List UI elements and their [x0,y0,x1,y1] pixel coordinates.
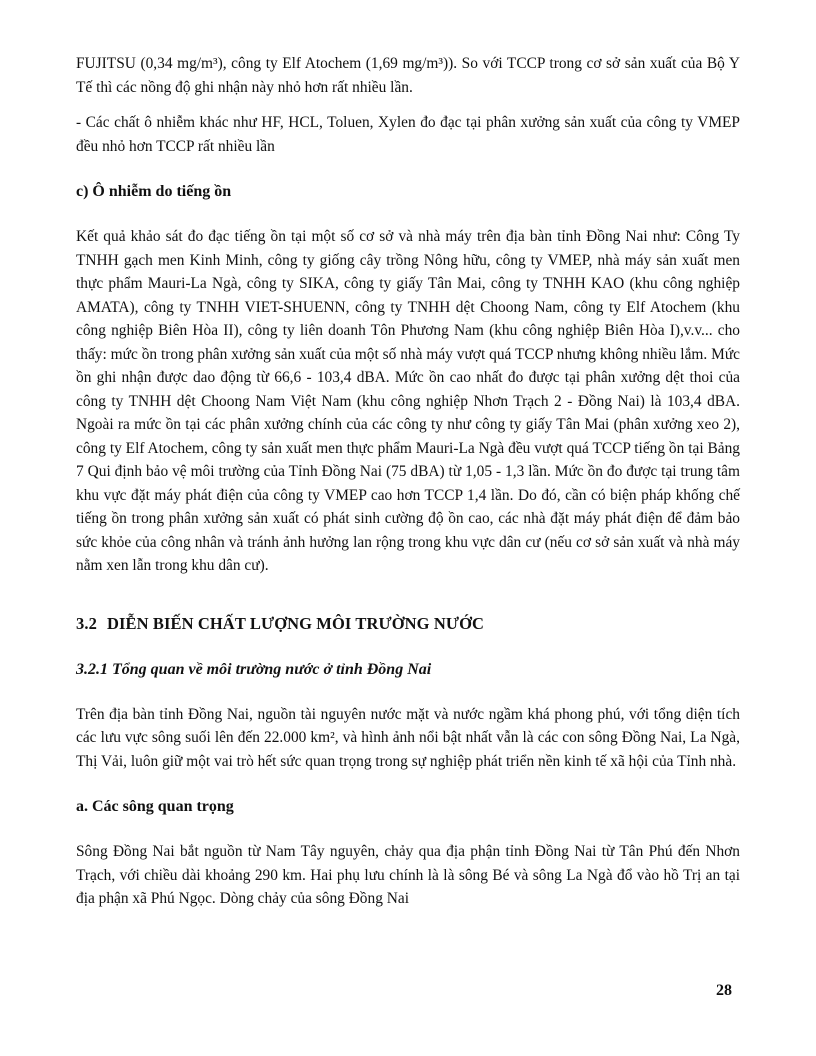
section-number: 3.2 [76,613,97,633]
paragraph-dong-nai-river: Sông Đồng Nai bắt nguồn từ Nam Tây nguyên, chảy qua địa phận tỉnh Đồng Nai từ Tân Phú đến Nhơn Trạch, với chiều dài khoảng 290 km. Hai phụ lưu chính là là sông Bé và sông La Ngà đổ vào hồ Trị an tại địa phận xã Phú Ngọc. Dòng chảy của sông Đồng Nai [76,843,740,907]
paragraph-water-overview: Trên địa bàn tỉnh Đồng Nai, nguồn tài nguyên nước mặt và nước ngầm khá phong phú, với tổng diện tích các lưu vực sông suối lên đến 22.000 km², và hình ảnh nổi bật nhất vẫn là các con sông Đồng Nai, La Ngà, Thị Vải, luôn giữ một vai trò hết sức quan trọng trong sự nghiệp phát triển nền kinh tế xã hội của Tỉnh nhà. [76,705,740,770]
page-number: 28 [716,982,732,999]
paragraph-noise-survey: Kết quả khảo sát đo đạc tiếng ồn tại một số cơ sở và nhà máy trên địa bàn tỉnh Đồng Nai như: Công Ty TNHH gạch men Kinh Minh, công ty giống cây trồng Nông hữu, công ty VMEP, nhà máy sản xuất men thực phẩm Mauri-La Ngà, công ty SIKA, công ty giấy Tân Mai, công ty TNHH KAO (khu công nghiệp AMATA), công ty TNHH VIET-SHUENN, công ty TNHH dệt Choong Nam, công ty Elf Atochem (khu công nghiệp Biên Hòa II), công ty liên doanh Tôn Phương Nam (khu công nghiệp Biên Hòa I),v.v... cho thấy: mức ồn trong phân xưởng sản xuất của một số nhà máy vượt quá TCCP nhưng không nhiều lắm. Mức ồn ghi nhận được dao động từ 66,6 - 103,4 dBA. Mức ồn cao nhất đo được tại phân xưởng dệt thoi của công ty TNHH dệt Choong Nam Việt Nam (khu công nghiệp Nhơn Trạch 2 - Đồng Nai) là 103,4 dBA. Ngoài ra mức ồn tại các phân xưởng chính của các công ty như công ty giấy Tân Mai (phân xưởng xeo 2), công ty Elf Atochem, công ty sản xuất men thực phẩm Mauri-La Ngà đều vượt quá TCCP tiếng ồn tại Bảng 7 Qui định bảo vệ môi trường của Tỉnh Đồng Nai (75 dBA) từ 1,05 - 1,3 lần. Mức ồn đo được tại trung tâm khu vực đặt máy phát điện của công ty VMEP cao hơn TCCP 1,4 lần. Do đó, cần có biện pháp khống chế tiếng ồn trong phân xưởng sản xuất có phát sinh cường độ ồn cao, các nhà đặt máy phát điện để đảm bảo sức khỏe của công nhân và tránh ảnh hưởng lan rộng trong khu vực dân cư (nếu cơ sở sản xuất và nhà máy nằm xen lẫn trong khu dân cư). [76,228,740,574]
paragraph-other-pollutants: - Các chất ô nhiễm khác như HF, HCL, Toluen, Xylen đo đạc tại phân xưởng sản xuất của công ty VMEP đều nhỏ hơn TCCP rất nhiều lần [76,114,740,155]
section-title: DIỄN BIẾN CHẤT LƯỢNG MÔI TRƯỜNG NƯỚC [107,613,485,633]
paragraph-air-results: FUJITSU (0,34 mg/m³), công ty Elf Atochem (1,69 mg/m³)). So với TCCP trong cơ sở sản xuất của Bộ Y Tế thì các nồng độ ghi nhận này nhỏ hơn rất nhiều lần. [76,55,740,96]
heading-noise-pollution: c) Ô nhiễm do tiếng ồn [76,183,232,200]
page-content [76,52,740,911]
heading-important-rivers: a. Các sông quan trọng [76,798,234,815]
section-heading [76,612,740,636]
subsection-heading: 3.2.1 Tổng quan về môi trường nước ở tỉnh Đồng Nai [76,660,432,678]
